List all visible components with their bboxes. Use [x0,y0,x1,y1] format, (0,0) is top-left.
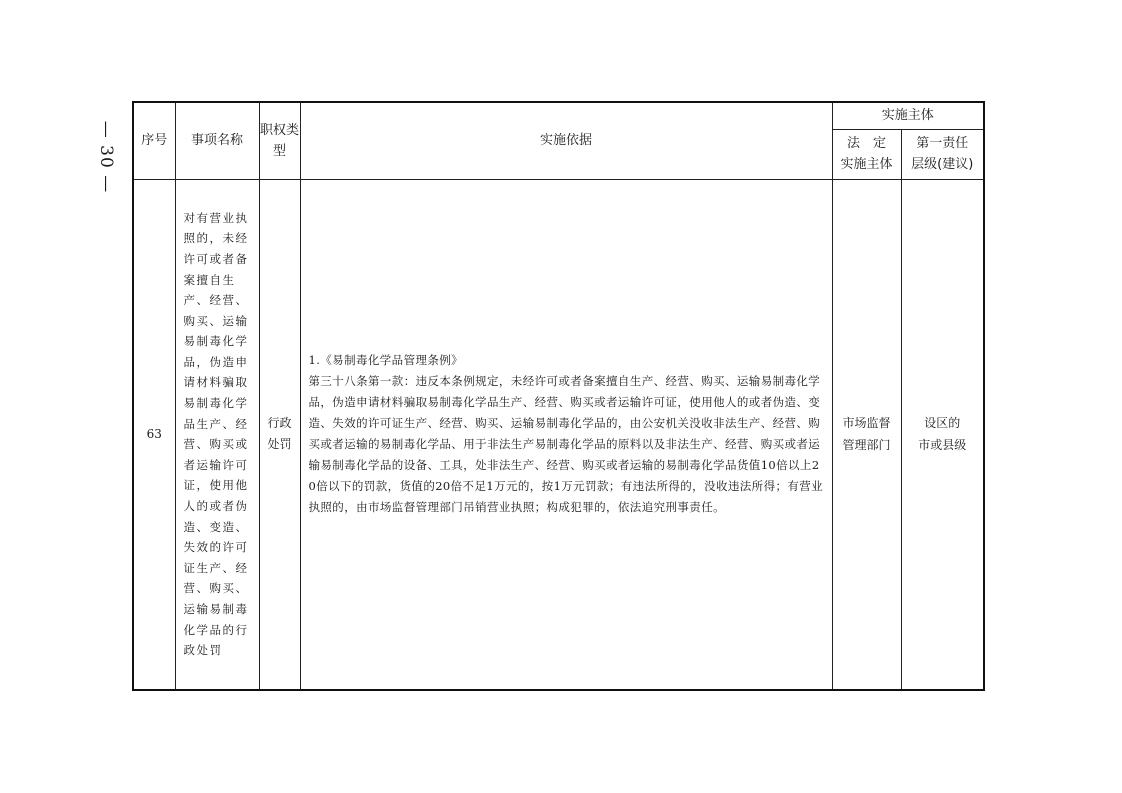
header-subject: 实施主体 [832,102,984,129]
basis-text: 第三十八条第一款：违反本条例规定，未经许可或者备案擅自生产、经营、购买、运输易制毒化学品，伪造申请材料骗取易制毒化学品生产、经营、购买或者运输许可证，使用他人的或者伪造、变造、失效的许可证生产、经营、购买、运输易制毒化学品的，由公安机关没收非法生产、经营、购买或者运输的易制毒化学品、用于非法生产易制毒化学品的原料以及非法生产、经营、购买或者运输易制毒化学品的设备、工具，处非法生产、经营、购买或者运输的易制毒化学品货值10倍以上20倍以下的罚款，货值的20倍不足1万元的，按1万元罚款；有违法所得的，没收违法所得；有营业执照的，由市场监督管理部门吊销营业执照；构成犯罪的，依法追究刑事责任。 [308,374,824,515]
header-basis: 实施依据 [300,102,832,179]
basis-title: 1.《易制毒化学品管理条例》 [308,353,464,368]
row-basis [300,179,832,690]
row-item-name: 对有营业执照的，未经许可或者备案擅自生产、经营、购买、运输易制毒化学品，伪造申请材料骗取易制毒化学品生产、经营、购买或者运输许可证，使用他人的或者伪造、变造、失效的许可证生产、经营、购买、运输易制毒化学品的行政处罚 [175,179,259,690]
enforcement-table [132,101,985,691]
row-legal-subject: 市场监督 管理部门 [832,179,901,690]
header-row-1 [133,102,984,129]
header-item-name: 事项名称 [175,102,259,179]
row-first-level: 设区的 市或县级 [901,179,984,690]
header-legal-subject: 法 定 实施主体 [832,129,901,179]
row-power-type: 行政 处罚 [259,179,300,690]
page-number: — 30 — [96,120,116,194]
header-seq: 序号 [133,102,175,179]
header-first-level: 第一责任 层级(建议) [901,129,984,179]
row-seq: 63 [133,179,175,690]
header-power-type: 职权类型 [259,102,300,179]
table-row [133,179,984,690]
